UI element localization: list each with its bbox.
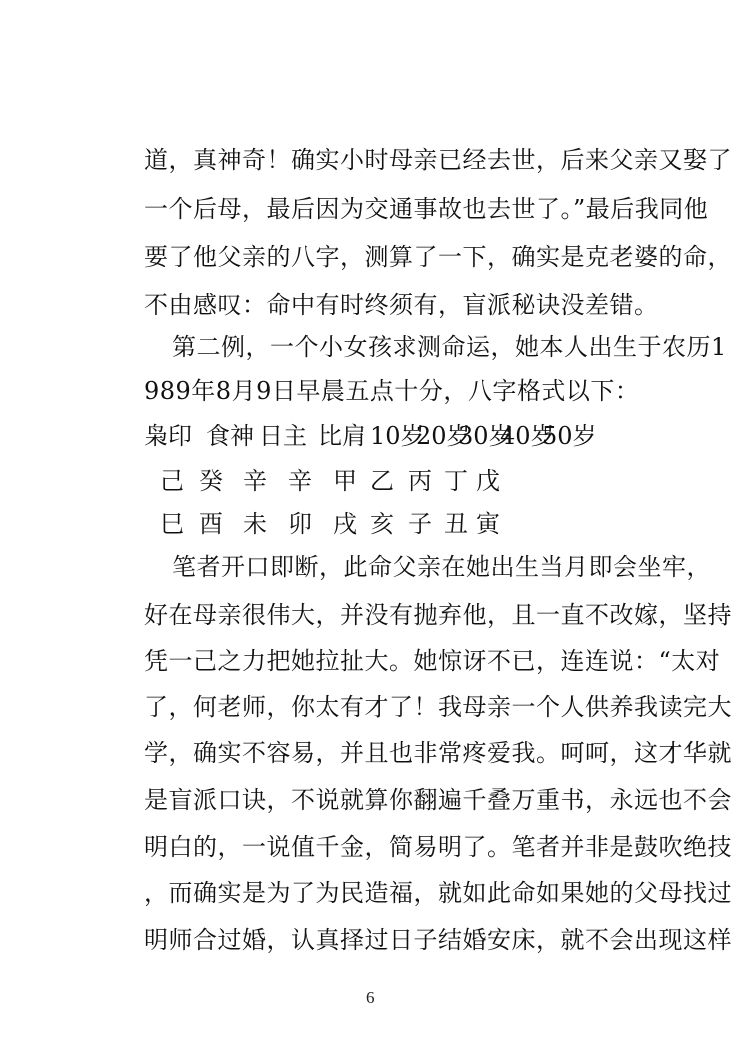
paragraph3-line: 凭一己之力把她拉扯大。她惊讶不已，连连说：“太对 <box>144 647 721 675</box>
paragraph3-line: 学，确实不容易，并且也非常疼爱我。呵呵，这才华就 <box>144 739 732 767</box>
bazi-header-cell: 30岁 <box>458 422 513 450</box>
bazi-stem-cell: 辛 <box>243 467 267 495</box>
paragraph2-line: 第二例，一个小女孩求测命运，她本人出生于农历1 <box>172 333 727 361</box>
bazi-stem-cell: 丁 <box>444 467 468 495</box>
bazi-branch-cell: 寅 <box>476 510 500 538</box>
bazi-stem-cell: 辛 <box>288 467 312 495</box>
bazi-header-cell: 食神 <box>206 422 254 450</box>
bazi-branch-cell: 亥 <box>370 510 394 538</box>
bazi-branch-cell: 子 <box>408 510 432 538</box>
bazi-stem-cell: 乙 <box>370 467 394 495</box>
bazi-header-cell: 50岁 <box>542 422 597 450</box>
bazi-header-cell: 20岁 <box>416 422 471 450</box>
bazi-stem-cell: 甲 <box>333 467 357 495</box>
paragraph1-line: 不由感叹：命中有时终须有，盲派秘诀没差错。 <box>144 291 659 319</box>
paragraph3-line: 笔者开口即断，此命父亲在她出生当月即会坐牢， <box>172 553 711 581</box>
paragraph1-line: 要了他父亲的八字，测算了一下，确实是克老婆的命， <box>144 243 732 271</box>
bazi-branch-cell: 丑 <box>444 510 468 538</box>
bazi-branch-cell: 巳 <box>160 510 184 538</box>
bazi-branch-cell: 戌 <box>333 510 357 538</box>
paragraph3-line: 明师合过婚，认真择过日子结婚安床，就不会出现这样 <box>144 926 732 954</box>
paragraph3-line: 好在母亲很伟大，并没有抛弃他，且一直不改嫁，坚持 <box>144 601 732 629</box>
bazi-branch-cell: 未 <box>243 510 267 538</box>
paragraph2-line: 989年8月9日早晨五点十分，八字格式以下： <box>144 377 640 405</box>
bazi-header-cell: 日主 <box>259 422 307 450</box>
bazi-header-cell: 40岁 <box>500 422 555 450</box>
paragraph3-line: 了，何老师，你太有才了！我母亲一个人供养我读完大 <box>144 693 732 721</box>
bazi-header-cell: 10岁 <box>370 422 425 450</box>
bazi-header-cell: 比肩 <box>318 422 366 450</box>
paragraph3-line: ，而确实是为了为民造福，就如此命如果她的父母找过 <box>144 879 732 907</box>
bazi-stem-cell: 癸 <box>199 467 223 495</box>
paragraph1-line: 道，真神奇！确实小时母亲已经去世，后来父亲又娶了 <box>144 146 732 174</box>
paragraph1-line: 一个后母，最后因为交通事故也去世了。”最后我同他 <box>144 195 709 223</box>
paragraph3-line: 是盲派口诀，不说就算你翻遍千叠万重书，永远也不会 <box>144 786 732 814</box>
bazi-stem-cell: 己 <box>160 467 184 495</box>
paragraph3-line: 明白的，一说值千金，简易明了。笔者并非是鼓吹绝技 <box>144 833 732 861</box>
bazi-stem-cell: 戊 <box>476 467 500 495</box>
page-number: 6 <box>366 988 375 1007</box>
bazi-branch-cell: 酉 <box>199 510 223 538</box>
bazi-branch-cell: 卯 <box>288 510 312 538</box>
bazi-stem-cell: 丙 <box>408 467 432 495</box>
bazi-header-cell: 枭印 <box>144 422 192 450</box>
